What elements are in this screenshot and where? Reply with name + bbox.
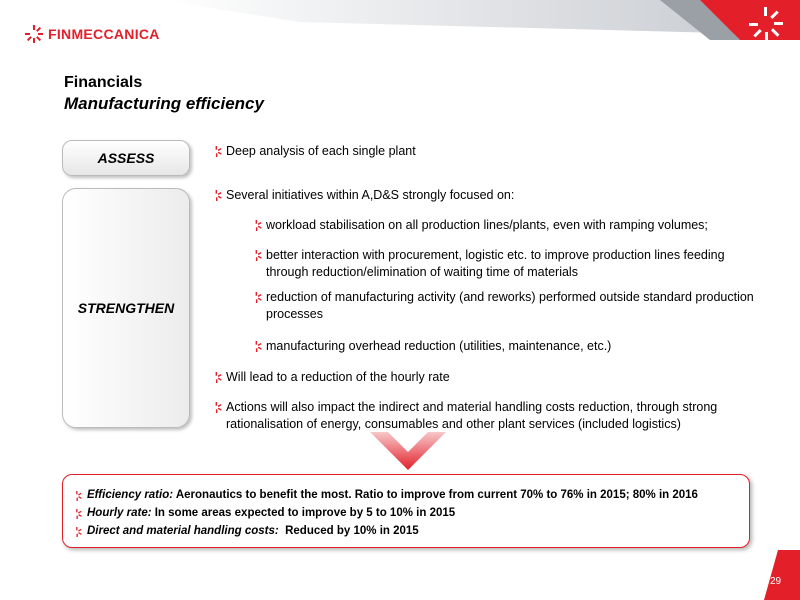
summary-text: In some areas expected to improve by 5 to 10% in 2015: [151, 507, 456, 519]
assess-label-box: ASSESS: [62, 140, 190, 176]
sub-bullet-text: manufacturing overhead reduction (utilities, maintenance, etc.): [266, 339, 612, 353]
bullet-initiatives: [226, 187, 766, 204]
footer-red-band: [764, 550, 800, 600]
bullet-actions-impact: [226, 399, 766, 433]
red-spark-icon: [72, 527, 82, 537]
bullet-hourly-rate: [226, 369, 766, 386]
summary-label: Hourly rate:: [87, 507, 152, 519]
sub-bullet-text: reduction of manufacturing activity (and reworks) performed outside standard production processes: [266, 290, 754, 321]
red-spark-icon: [211, 402, 222, 413]
summary-box: [62, 474, 750, 548]
brand-name: FINMECCANICA: [48, 26, 160, 42]
summary-handling-costs: [87, 525, 419, 537]
bullet-text: Will lead to a reduction of the hourly rate: [226, 370, 450, 384]
red-spark-icon: [251, 250, 262, 261]
summary-label: Efficiency ratio:: [87, 489, 174, 501]
bullet-deep-analysis: [226, 143, 766, 160]
summary-text: Aeronautics to benefit the most. Ratio to improve from current 70% to 76% in 2015; 80% in 2016: [173, 489, 698, 501]
red-spark-icon: [72, 491, 82, 501]
sub-bullet-manufacturing-activity: [266, 289, 766, 323]
red-spark-icon: [211, 372, 222, 383]
bullet-text: Deep analysis of each single plant: [226, 144, 416, 158]
red-spark-icon: [251, 220, 262, 231]
bullet-text: Several initiatives within A,D&S strongly focused on:: [226, 188, 515, 202]
summary-label: Direct and material handling costs:: [87, 525, 279, 537]
page-title: Financials: [64, 74, 143, 91]
corner-logo-mark-icon: [746, 4, 786, 44]
sub-bullet-text: better interaction with procurement, logistic etc. to improve production lines feeding through reduction/elimination of waiting time of materials: [266, 248, 725, 279]
red-spark-icon: [211, 146, 222, 157]
page-subtitle: Manufacturing efficiency: [64, 94, 264, 113]
strengthen-label-box: STRENGTHEN: [62, 188, 190, 428]
sub-bullet-overhead: [266, 338, 766, 355]
down-chevron-arrow-icon: [370, 432, 446, 472]
red-spark-icon: [211, 190, 222, 201]
bullet-text: Actions will also impact the indirect and material handling costs reduction, through strong rationalisation of energy, consumables and other plant services (included logistics): [226, 400, 718, 431]
red-spark-icon: [72, 509, 82, 519]
red-spark-icon: [251, 341, 262, 352]
sub-bullet-workload: [266, 217, 766, 234]
page-number: 29: [770, 576, 782, 587]
summary-text: Reduced by 10% in 2015: [278, 525, 419, 537]
summary-efficiency-ratio: [87, 489, 698, 501]
red-spark-icon: [251, 292, 262, 303]
finmeccanica-logo: [24, 24, 160, 44]
sub-bullet-text: workload stabilisation on all production lines/plants, even with ramping volumes;: [266, 218, 708, 232]
summary-hourly-rate: [87, 507, 455, 519]
finmeccanica-logo-mark-icon: [24, 24, 44, 44]
sub-bullet-procurement: [266, 247, 766, 281]
